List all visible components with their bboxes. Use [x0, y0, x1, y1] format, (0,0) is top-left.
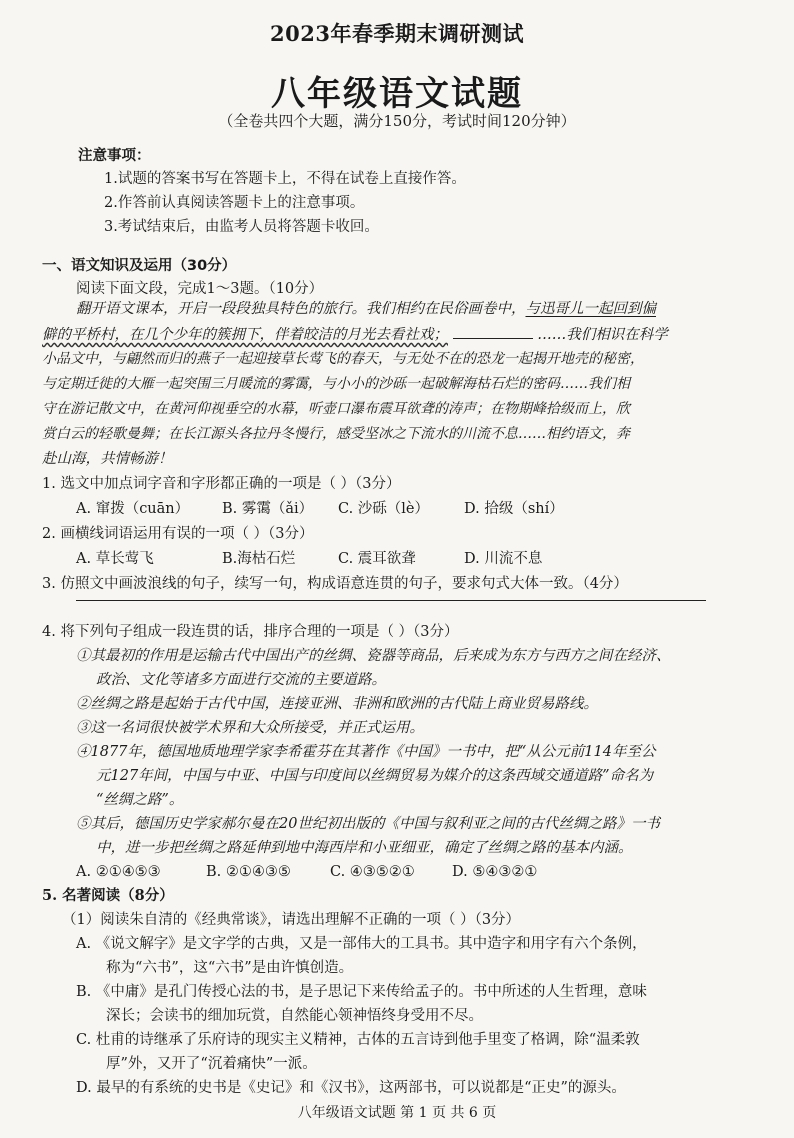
passage-line-6: 赏白云的轻歌曼舞；在长江源头各拉丹冬慢行，感受坚冰之下流水的川流不息……相约语文，奔: [42, 426, 630, 442]
q5-option-b-cont: 深长；会读书的细加玩赏，自然能心领神悟终身受用不尽。: [106, 1008, 483, 1024]
q5-option-b: B. 《中庸》是孔门传授心法的书，是子思记下来传给孟子的。书中所述的人生哲理，意味: [76, 984, 647, 1000]
q1-option-c: C. 沙砾（lè）: [338, 501, 430, 517]
passage-text-underlined: 与迅哥儿一起回到偏: [525, 301, 656, 317]
note-item-1: 1.试题的答案书写在答题卡上，不得在试卷上直接作答。: [104, 171, 466, 187]
q5-option-d: D. 最早的有系统的史书是《史记》和《汉书》，这两部书，可以说都是“正史”的源头。: [76, 1080, 626, 1096]
passage-text: ……我们相识在科学: [537, 327, 668, 343]
note-item-2: 2.作答前认真阅读答题卡上的注意事项。: [104, 195, 365, 211]
question-5-stem: 5. 名著阅读（8分）: [42, 887, 174, 904]
answer-line: [76, 600, 706, 601]
q4-option-a: A. ②①④⑤③: [76, 864, 161, 880]
q2-option-d: D. 川流不息: [464, 551, 543, 567]
section-heading: 一、语文知识及运用（30分）: [42, 258, 237, 274]
passage-line-7: 赴山海，共情畅游！: [42, 451, 173, 467]
q4-sentence-5: ⑤其后，德国历史学家郝尔曼在20世纪初出版的《中国与叙利亚之间的古代丝绸之路》一书: [76, 816, 660, 832]
page-footer: 八年级语文试题 第 1 页 共 6 页: [297, 1105, 497, 1121]
passage-wavy-sentence: 僻的平桥村，在几个少年的簇拥下，伴着皎洁的月光去看社戏；: [42, 327, 448, 343]
q5-option-a-cont: 称为“六书”，这“六书”是由许慎创造。: [106, 960, 354, 976]
q4-sentence-4-end: “丝绸之路”。: [96, 792, 184, 808]
question-4-stem: 4. 将下列句子组成一段连贯的话，排序合理的一项是（ ）（3分）: [42, 624, 459, 640]
q4-sentence-4: ④1877年，德国地质地理学家李希霍芬在其著作《中国》一书中，把“从公元前114年至公: [76, 744, 656, 760]
notes-title: 注意事项：: [78, 147, 151, 164]
q4-sentence-2: ②丝绸之路是起始于古代中国，连接亚洲、非洲和欧洲的古代陆上商业贸易路线。: [76, 696, 598, 712]
paper-title: 八年级语文试题: [271, 74, 523, 114]
q5-option-c-cont: 厚”外，又开了“沉着痛快”一派。: [106, 1056, 317, 1072]
q1-option-b: B. 雾霭（ǎi）: [222, 501, 314, 517]
passage-line-3: 小品文中，与翩然而归的燕子一起迎接草长莺飞的春天，与无处不在的恐龙一起揭开地壳的秘密，: [42, 351, 644, 367]
q4-sentence-5-cont: 中，进一步把丝绸之路延伸到地中海西岸和小亚细亚，确定了丝绸之路的基本内涵。: [96, 840, 633, 856]
passage-line-4: 与定期迁徙的大雁一起突围三月暖流的雾霭，与小小的沙砾一起破解海枯石烂的密码……我们相: [42, 376, 630, 392]
question-1-stem: 1. 选文中加点词字音和字形都正确的一项是（ ）（3分）: [42, 476, 401, 492]
exam-name: 2023年春季期末调研测试: [270, 21, 524, 46]
q4-option-c: C. ④③⑤②①: [330, 864, 415, 880]
q5-option-a: A. 《说文解字》是文字学的古典，又是一部伟大的工具书。其中造字和用字有六个条例，: [76, 936, 647, 952]
passage-line-1: [76, 299, 656, 319]
question-3-stem: 3. 仿照文中画波浪线的句子，续写一句，构成语意连贯的句子，要求句式大体一致。（4分）: [42, 576, 628, 592]
passage-line-2: [42, 324, 668, 345]
q5-option-c: C. 杜甫的诗继承了乐府诗的现实主义精神，古体的五言诗到他手里变了格调，除“温柔敦: [76, 1032, 640, 1048]
q4-sentence-4-cont: 元127年间，中国与中亚、中国与印度间以丝绸贸易为媒介的这条西域交通道路”命名为: [96, 768, 654, 784]
q2-option-b: B.海枯石烂: [222, 551, 296, 567]
question-2-stem: 2. 画横线词语运用有误的一项（ ）（3分）: [42, 526, 314, 542]
passage-intro: 阅读下面文段，完成1～3题。（10分）: [76, 281, 324, 297]
note-item-3: 3.考试结束后，由监考人员将答题卡收回。: [104, 219, 379, 235]
q4-sentence-1: ①其最初的作用是运输古代中国出产的丝绸、瓷器等商品，后来成为东方与西方之间在经济、: [76, 648, 671, 664]
q4-option-d: D. ⑤④③②①: [452, 864, 538, 880]
q1-option-a: A. 窜拨（cuān）: [76, 501, 190, 517]
passage-line-5: 守在游记散文中，在黄河仰视垂空的水幕，听壶口瀑布震耳欲聋的涛声；在物期峰拾级而上，欣: [42, 401, 630, 417]
q1-option-d: D. 拾级（shí）: [464, 501, 564, 517]
passage-text: 翻开语文课本，开启一段段独具特色的旅行。我们相约在民俗画卷中，: [76, 301, 526, 317]
exam-subtitle: （全卷共四个大题，满分150分，考试时间120分钟）: [218, 112, 576, 130]
q4-option-b: B. ②①④③⑤: [206, 864, 291, 880]
fill-blank: [453, 324, 533, 339]
q4-sentence-3: ③这一名词很快被学术界和大众所接受，并正式运用。: [76, 720, 424, 736]
q2-option-a: A. 草长莺飞: [76, 551, 154, 567]
q5-sub-1: （1）阅读朱自清的《经典常谈》，请选出理解不正确的一项（ ）（3分）: [62, 912, 521, 928]
q2-option-c: C. 震耳欲聋: [338, 551, 416, 567]
q4-sentence-1-cont: 政治、文化等诸多方面进行交流的主要道路。: [96, 672, 386, 688]
